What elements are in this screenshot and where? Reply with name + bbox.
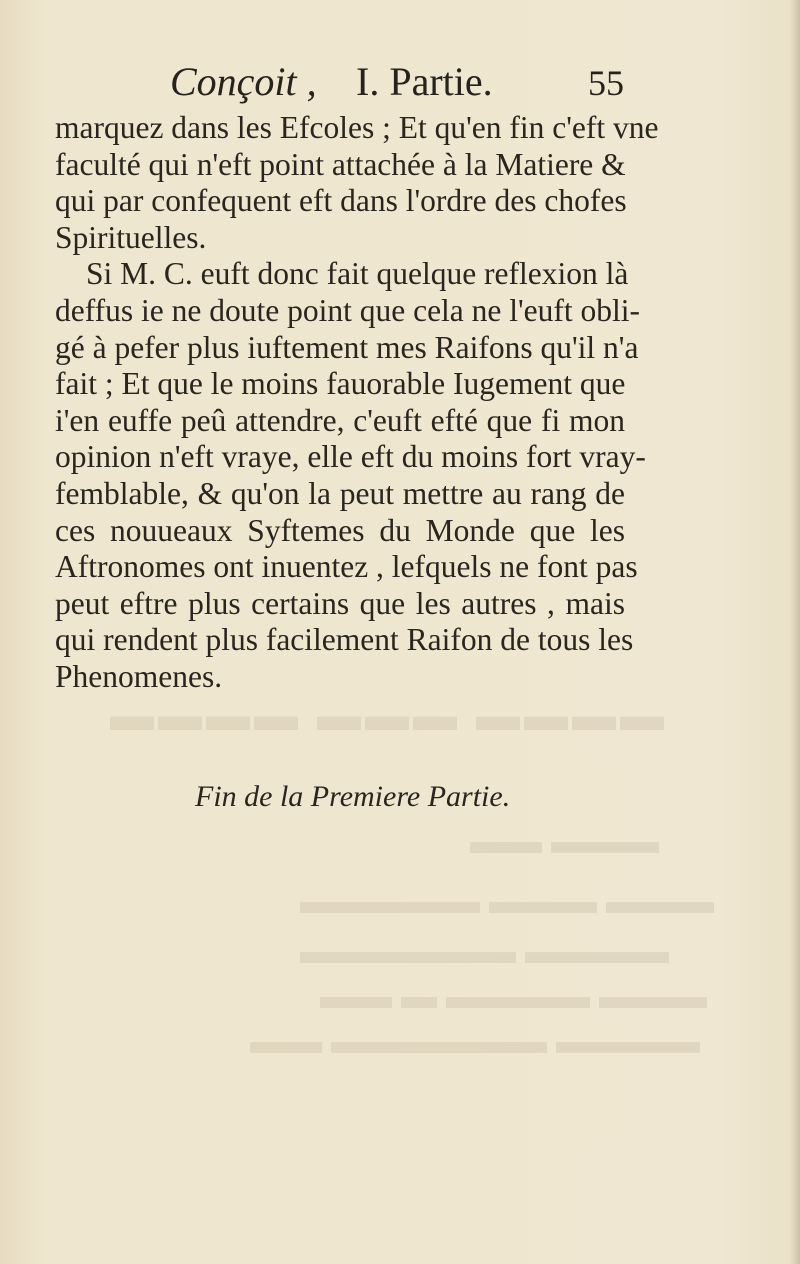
bleed-through-mark: ▬▬▬▬▬ ▬▬▬ ▬▬▬: [300, 881, 714, 921]
bleed-through-mark: ▬▬▬▬▬▬ ▬▬▬▬: [300, 931, 669, 971]
bleed-through-mark: ▬▬ ▬ ▬▬▬▬ ▬▬▬: [320, 976, 707, 1016]
running-header: [170, 58, 630, 108]
text-line: marquez dans les Efcoles ; Et qu'en fin c'eft vne: [55, 110, 659, 145]
text-line: faculté qui n'eft point attachée à la Matiere &: [55, 146, 626, 182]
end-of-part-note: Fin de la Premiere Partie.: [195, 780, 511, 813]
text-line: qui rendent plus facilement Raifon de tous les: [55, 622, 634, 658]
text-line: Si M. C. euft donc fait quelque reflexion là: [86, 256, 629, 292]
bleed-through-mark: ▬▬ ▬▬▬▬▬▬ ▬▬▬▬: [250, 1021, 700, 1061]
bleed-through-heading: ▬▬▬▬ ▬▬▬ ▬▬▬▬: [110, 691, 668, 740]
text-line: ces nouueaux Syftemes du Monde que les: [55, 512, 625, 548]
page-number: 55: [588, 63, 624, 103]
text-line: Aftronomes ont inuentez , lefquels ne font pas: [55, 549, 638, 585]
text-line: femblable, & qu'on la peut mettre au rang de: [55, 475, 625, 511]
text-line: deffus ie ne doute point que cela ne l'euft obli-: [55, 292, 641, 328]
body-text: [55, 110, 659, 696]
part-label: I. Partie.: [356, 59, 493, 104]
bleed-through-mark: ▬▬ ▬▬▬: [470, 821, 659, 861]
text-line: i'en euffe peû attendre, c'euft efté que fi mon: [55, 402, 625, 438]
text-line: peut eftre plus certains que les autres , mais: [55, 585, 625, 621]
running-title: Conçoit ,: [170, 59, 317, 104]
text-line: fait ; Et que le moins fauorable Iugement que: [55, 366, 626, 402]
text-line: Phenomenes.: [55, 658, 223, 694]
page-edge-shadow: [790, 0, 800, 1264]
text-line: gé à pefer plus iuftement mes Raifons qu'il n'a: [55, 329, 639, 365]
text-line: opinion n'eft vraye, elle eft du moins fort vray-: [55, 439, 646, 475]
text-line: qui par confequent eft dans l'ordre des chofes: [55, 183, 627, 219]
text-line: Spirituelles.: [55, 219, 207, 255]
